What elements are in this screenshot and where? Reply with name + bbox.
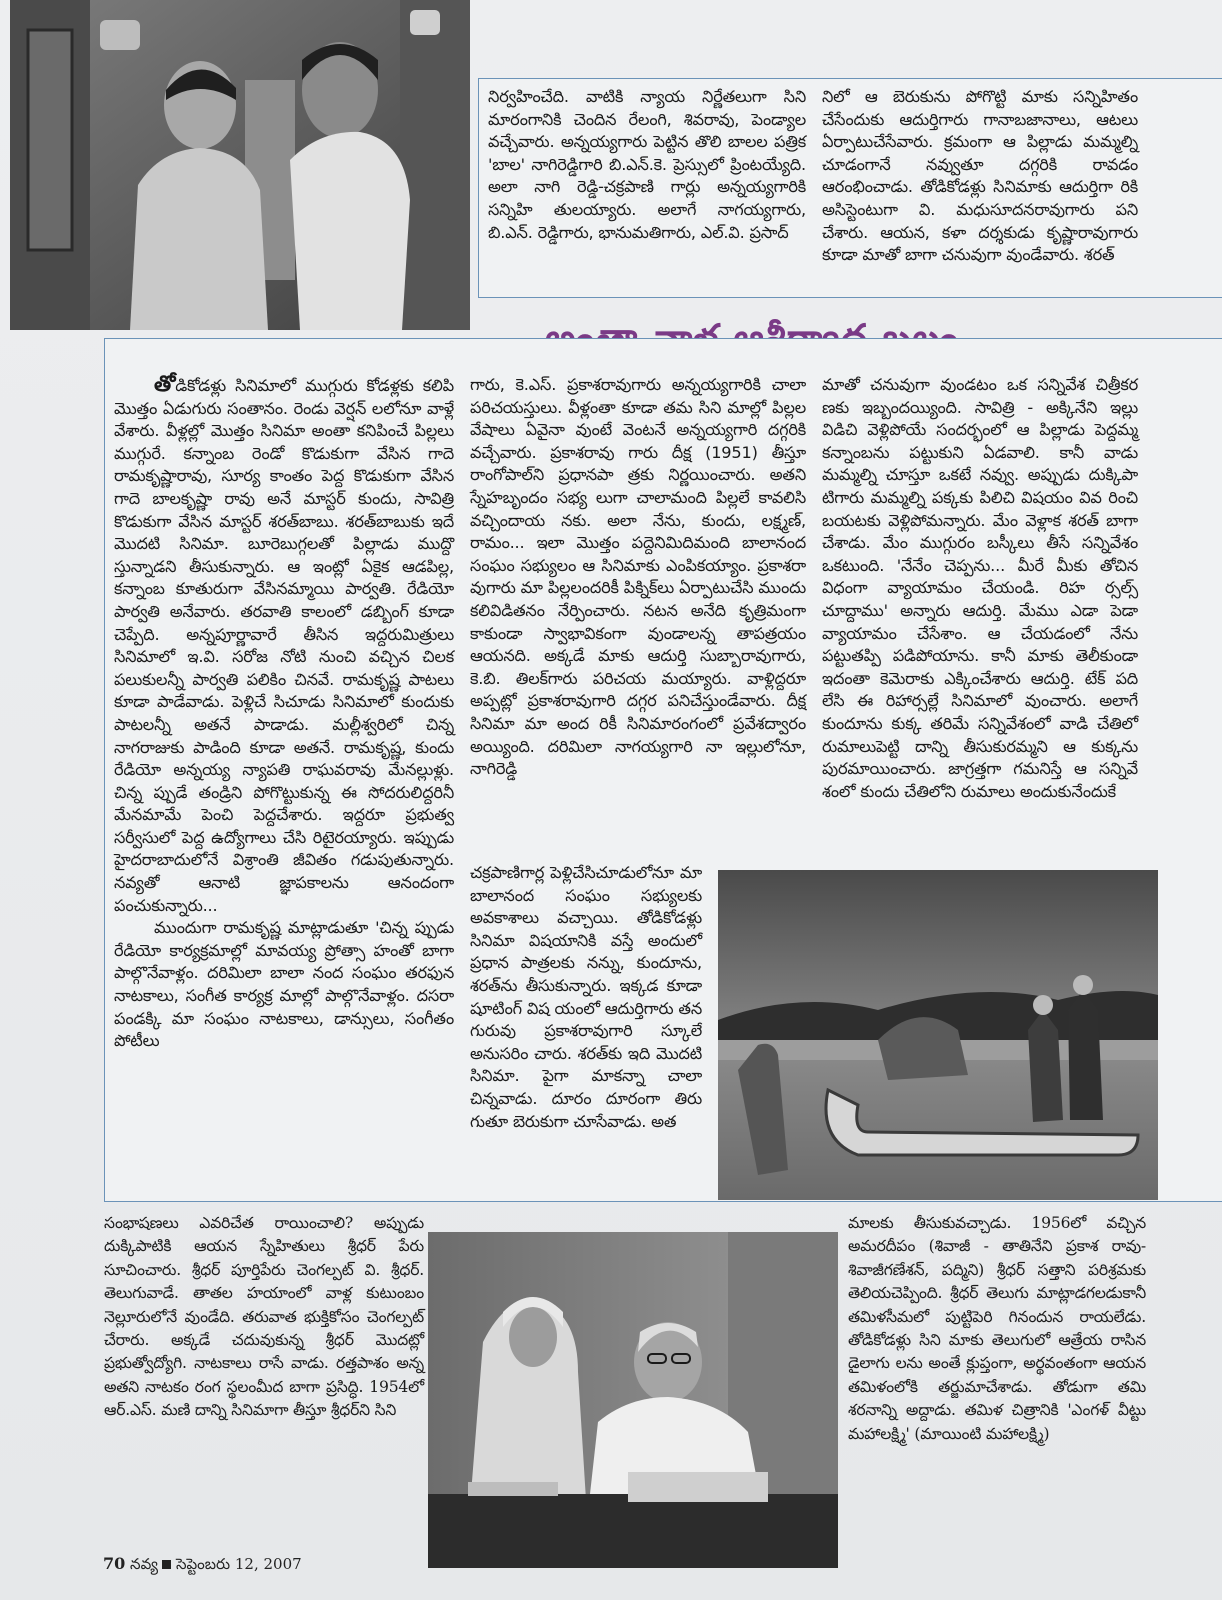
top-right-column xyxy=(822,86,1138,267)
column-1-paragraph-2: ముందుగా రామకృష్ణ మాట్లాడుతూ 'చిన్న ప్పుడు రేడియో కార్యక్రమాల్లో మావయ్య ప్రోత్సా హంతో బాగా పాల్గొనేవాళ్లం. దరిమిలా బాలా నంద సంఘం తరఫున నాటకాలు, సంగీత కార్యక్ర మాల్లో పాల్గొనేవాళ్లం. దసరా పండక్కి మా సంఘం నాటకాలు, డాన్సులు, సంగీతం పోటీలు xyxy=(114,918,454,1051)
issue-date: సెప్టెంబరు 12, 2007 xyxy=(175,1555,302,1573)
top-middle-column xyxy=(488,86,806,244)
drop-cap: తో xyxy=(154,372,176,397)
column-3 xyxy=(822,374,1138,803)
magazine-name: నవ్య xyxy=(130,1555,158,1573)
page-footer xyxy=(103,1554,302,1577)
photo-couple-at-desk xyxy=(428,1232,838,1568)
column-1 xyxy=(114,374,454,1053)
column-2-narrow xyxy=(470,862,702,1133)
column-1-text: డికోడళ్లు సినిమాలో ముగ్గురు కోడళ్లకు కలిపి మొత్తం ఏడుగురు సంతానం. రెండు వెర్షన్ లలోనూ వాళ్లే వేశారు. వీళ్లల్లో మొత్తం సినిమా అంతా కనిపించే పిల్లలు ముగ్గురే. కన్నాంబ రెండో కొడుకుగా వేసిన గాదె రామకృష్ణారావు, సూర్య కాంతం పెద్ద కొడుకుగా వేసిన గాదె బాలకృష్ణా రావు అనే మాస్టర్ కుందు, సావిత్రి కొడుకుగా వేసిన మాస్టర్ శరత్‌బాబు. శరత్‌బాబుకు ఇదే మొదటి సినిమా. బూరెబుగ్గలతో పిల్లాడు ముద్దొ స్తున్నాడని తీసుకున్నారు. ఆ ఇంట్లో ఏకైక ఆడపిల్ల, కన్నాంబ కూతురుగా వేసినమ్మాయి పార్వతి. రేడియో పార్వతి అనేవారు. తరవాతి కాలంలో డబ్బింగ్ కూడా చెప్పేది. అన్నపూర్ణావారే తీసిన ఇద్దరుమిత్రులు సినిమాలో ఇ.వి. సరోజ నోటి నుంచి వచ్చిన చిలక పలుకులన్నీ పార్వతి పలికిం చినవే. రామకృష్ణ పాటలు కూడా పాడేవాడు. పెళ్లిచే సిచూడు సినిమాలో కుందుకు పాటలన్నీ అతనే పాడాడు. మల్లీశ్వరిలో చిన్న నాగరాజుకు పాడింది కూడా అతనే. రామకృష్ణ, కుందు రేడియో అన్నయ్య న్యాపతి రాఘవరావు మేనల్లుళ్లు. చిన్న ప్పుడే తండ్రిని పోగొట్టుకున్న ఈ సోదరులిద్దరినీ మేనమామే పెంచి పెద్దచేశారు. ఇద్దరూ ప్రభుత్వ సర్వీసులో పెద్ద ఉద్యోగాలు చేసి రిటైరయ్యారు. ఇప్పుడు హైదరాబాదులోనే విశ్రాంతి జీవితం గడుపుతున్నారు. నవ్యతో ఆనాటి జ్ఞాపకాలను ఆనందంగా పంచుకున్నారు... xyxy=(114,376,454,915)
photo-stage-scene-image xyxy=(718,870,1158,1200)
column-2 xyxy=(470,374,806,781)
bottom-right-text: మాలకు తీసుకువచ్చాడు. 1956లో వచ్చిన అమరదీపం (శివాజీ - తాతినేని ప్రకాశ రావు- శివాజీగణేశన్, పద్మిని) శ్రీధర్ సత్తాని పరిశ్రమకు తెలియచెప్పింది. శ్రీధర్ తెలుగు మాట్లాడగలడుకానీ తమిళసీమలో పుట్టిపెరి గినందున రాయలేడు. తోడికోడళ్లు సిని మాకు తెలుగులో ఆత్రేయ రాసిన డైలాగు లను అంతే క్లుప్తంగా, అర్థవంతంగా ఆయన తమిళంలోకి తర్జుమాచేశాడు. తోడుగా తమి శరనాన్ని అద్దాడు. తమిళ చిత్రానికి 'ఎంగళ్ వీట్టు మహాలక్ష్మి' (మాయింటి మహాలక్ష్మి) xyxy=(848,1214,1146,1443)
top-middle-text: నిర్వహించేది. వాటికి న్యాయ నిర్ణేతలుగా సిని మారంగానికి చెందిన రేలంగి, శివరావు, పెండ్యాల వచ్చేవారు. అన్నయ్యగారు పెట్టిన తొలి బాలల పత్రిక 'బాల' నాగిరెడ్డిగారి బి.ఎన్.కె. ప్రెస్సులో ప్రింటయ్యేది. అలా నాగి రెడ్డి-చక్రపాణి గార్లు అన్నయ్యగారికి సన్నిహి తులయ్యారు. అలాగే నాగయ్యగారు, బి.ఎన్. రెడ్డిగారు, భానుమతిగారు, ఎల్.వి. ప్రసాద్ xyxy=(488,87,806,242)
bottom-right-column xyxy=(848,1212,1146,1446)
photo-stage-scene xyxy=(718,870,1158,1200)
photo-two-boys-image xyxy=(10,0,470,330)
bottom-left-column xyxy=(104,1212,424,1423)
column-2-narrow-text: చక్రపాణిగార్ల పెళ్లిచేసిచూడులోనూ మా బాలానంద సంఘం సభ్యులకు అవకాశాలు వచ్చాయి. తోడికోడళ్లు సినిమా విషయానికి వస్తే అందులో ప్రధాన పాత్రలకు నన్ను, కుందూను, శరత్‌ను తీసుకున్నారు. ఇక్కడ కూడా షూటింగ్ విష యంలో ఆదుర్తిగారు తన గురువు ప్రకాశరావుగారి స్కూలే అనుసరిం చారు. శరత్‌కు ఇది మొదటి సినిమా. పైగా మాకన్నా చాలా చిన్నవాడు. దూరం దూరంగా తిరు గుతూ బెరుకుగా చూసేవాడు. అత xyxy=(470,863,702,1131)
photo-two-boys xyxy=(10,0,470,330)
column-2-text: గారు, కె.ఎస్. ప్రకాశరావుగారు అన్నయ్యగారికి చాలా పరిచయస్తులు. వీళ్లంతా కూడా తమ సిని మాల్లో పిల్లల వేషాలు ఏవైనా వుంటే వెంటనే అన్నయ్యగారి దగ్గరికి వచ్చేవారు. ప్రకాశరావు గారు దీక్ష (1951) తీస్తూ రాంగోపాల్‌ని ప్రధానపా త్రకు నిర్ణయించారు. అతని స్నేహబృందం సభ్య లుగా చాలామంది పిల్లలే కావలిసి వచ్చిందాయ నకు. అలా నేను, కుందు, లక్ష్మణ్, రామం... ఇలా మొత్తం పద్దెనిమిదిమంది బాలానంద సంఘం సభ్యులం ఆ సినిమాకు ఎంపికయ్యాం. ప్రకాశరా వుగారు మా పిల్లలందరికీ పిక్నిక్‌లు ఏర్పాటుచేసి ముందు కలివిడితనం నేర్పించారు. నటన అనేది కృత్రిమంగా కాకుండా స్వాభావికంగా వుండాలన్న తాపత్రయం ఆయనది. అక్కడే మాకు ఆదుర్తి సుబ్బారావుగారు, కె.బి. తిలక్‌గారు పరిచయ మయ్యారు. వాళ్లిద్దరూ అప్పట్లో ప్రకాశరావుగారి దగ్గర పనిచేస్తుండేవారు. దీక్ష సినిమా మా అంద రికీ సినిమారంగంలో ప్రవేశద్వారం అయ్యింది. దరిమిలా నాగయ్యగారి నా ఇల్లులోనూ, నాగిరెడ్డి xyxy=(470,375,806,779)
page-number: 70 xyxy=(103,1554,126,1573)
column-3-text: మాతో చనువుగా వుండటం ఒక సన్నివేశ చిత్రీకర ణకు ఇబ్బందయ్యింది. సావిత్రి - అక్కినేని ఇల్లు విడిచి వెళ్లిపోయే సందర్భంలో ఆ పిల్లాడు పెద్దమ్మ కన్నాంబను పట్టుకుని ఏడవాలి. కానీ వాడు మమ్మల్ని చూస్తూ ఒకటే నవ్వు. అప్పుడు దుక్కిపా టిగారు మమ్మల్ని పక్కకు పిలిచి విషయం వివ రించి బయటకు వెళ్లిపోమన్నారు. మేం వెళ్లాక శరత్ బాగా చేశాడు. మేం ముగ్గురం బస్కీలు తీసే సన్నివేశం ఒకటుంది. 'నేనేం చెప్పను... మీరే మీకు తోచిన విధంగా వ్యాయామం చేయండి. రిహ ర్సల్స్ చూద్దాము' అన్నారు ఆదుర్తి. మేము ఎడా పెడా వ్యాయామం చేసేశాం. ఆ చేయడంలో నేను పట్టుతప్పి పడిపోయాను. కానీ మాకు తెలీకుండా ఇదంతా కెమెరాకు ఎక్కించేశారు ఆదుర్తి. టేక్ పది లేసి ఈ రిహార్సల్లే సినిమాలో వుంచారు. అలాగే కుందూను కుక్క తరిమే సన్నివేశంలో వాడి చేతిలో రుమాలుపెట్టి దాన్ని తీసుకురమ్మని ఆ కుక్కను పురమాయించారు. జాగ్రత్తగా గమనిస్తే ఆ సన్నివే శంలో కుందు చేతిలోని రుమాలు అందుకునేందుకే xyxy=(822,375,1138,801)
bottom-left-text: సంభాషణలు ఎవరిచేత రాయించాలి? అప్పుడు దుక్కిపాటికి ఆయన స్నేహితులు శ్రీధర్ పేరు సూచించారు. శ్రీధర్ పూర్తిపేరు చెంగల్పట్ వి. శ్రీధర్. తెలుగువాడే. తాతల హయాంలో వాళ్ల కుటుంబం నెల్లూరులోనే వుండేది. తరువాత భుక్తికోసం చెంగల్పట్ చేరారు. అక్కడే చదువుకున్న శ్రీధర్ మొదట్లో ప్రభుత్వోద్యోగి. నాటకాలు రాసే వాడు. రత్తపాశం అన్న అతని నాటకం రంగ స్థలంమీద బాగా ప్రసిద్ధి. 1954లో ఆర్.ఎస్. మణి దాన్ని సినిమాగా తీస్తూ శ్రీధర్‌ని సిని xyxy=(104,1214,424,1420)
photo-couple-at-desk-image xyxy=(428,1232,838,1568)
separator-square-icon xyxy=(162,1560,171,1569)
top-right-text: నిలో ఆ బెరుకును పోగొట్టి మాకు సన్నిహితం చేసేందుకు ఆదుర్తిగారు గానాబజానాలు, ఆటలు ఏర్పాటుచేసేవారు. క్రమంగా ఆ పిల్లాడు మమ్మల్ని చూడంగానే నవ్వుతూ దగ్గరికి రావడం ఆరంభించాడు. తోడికోడళ్లు సినిమాకు ఆదుర్తిగా రికి అసిస్టెంటుగా వి. మధుసూదనరావుగారు పని చేశారు. ఆయన, కళా దర్శకుడు కృష్ణారావుగారు కూడా మాతో బాగా చనువుగా వుండేవారు. శరత్ xyxy=(822,87,1138,265)
